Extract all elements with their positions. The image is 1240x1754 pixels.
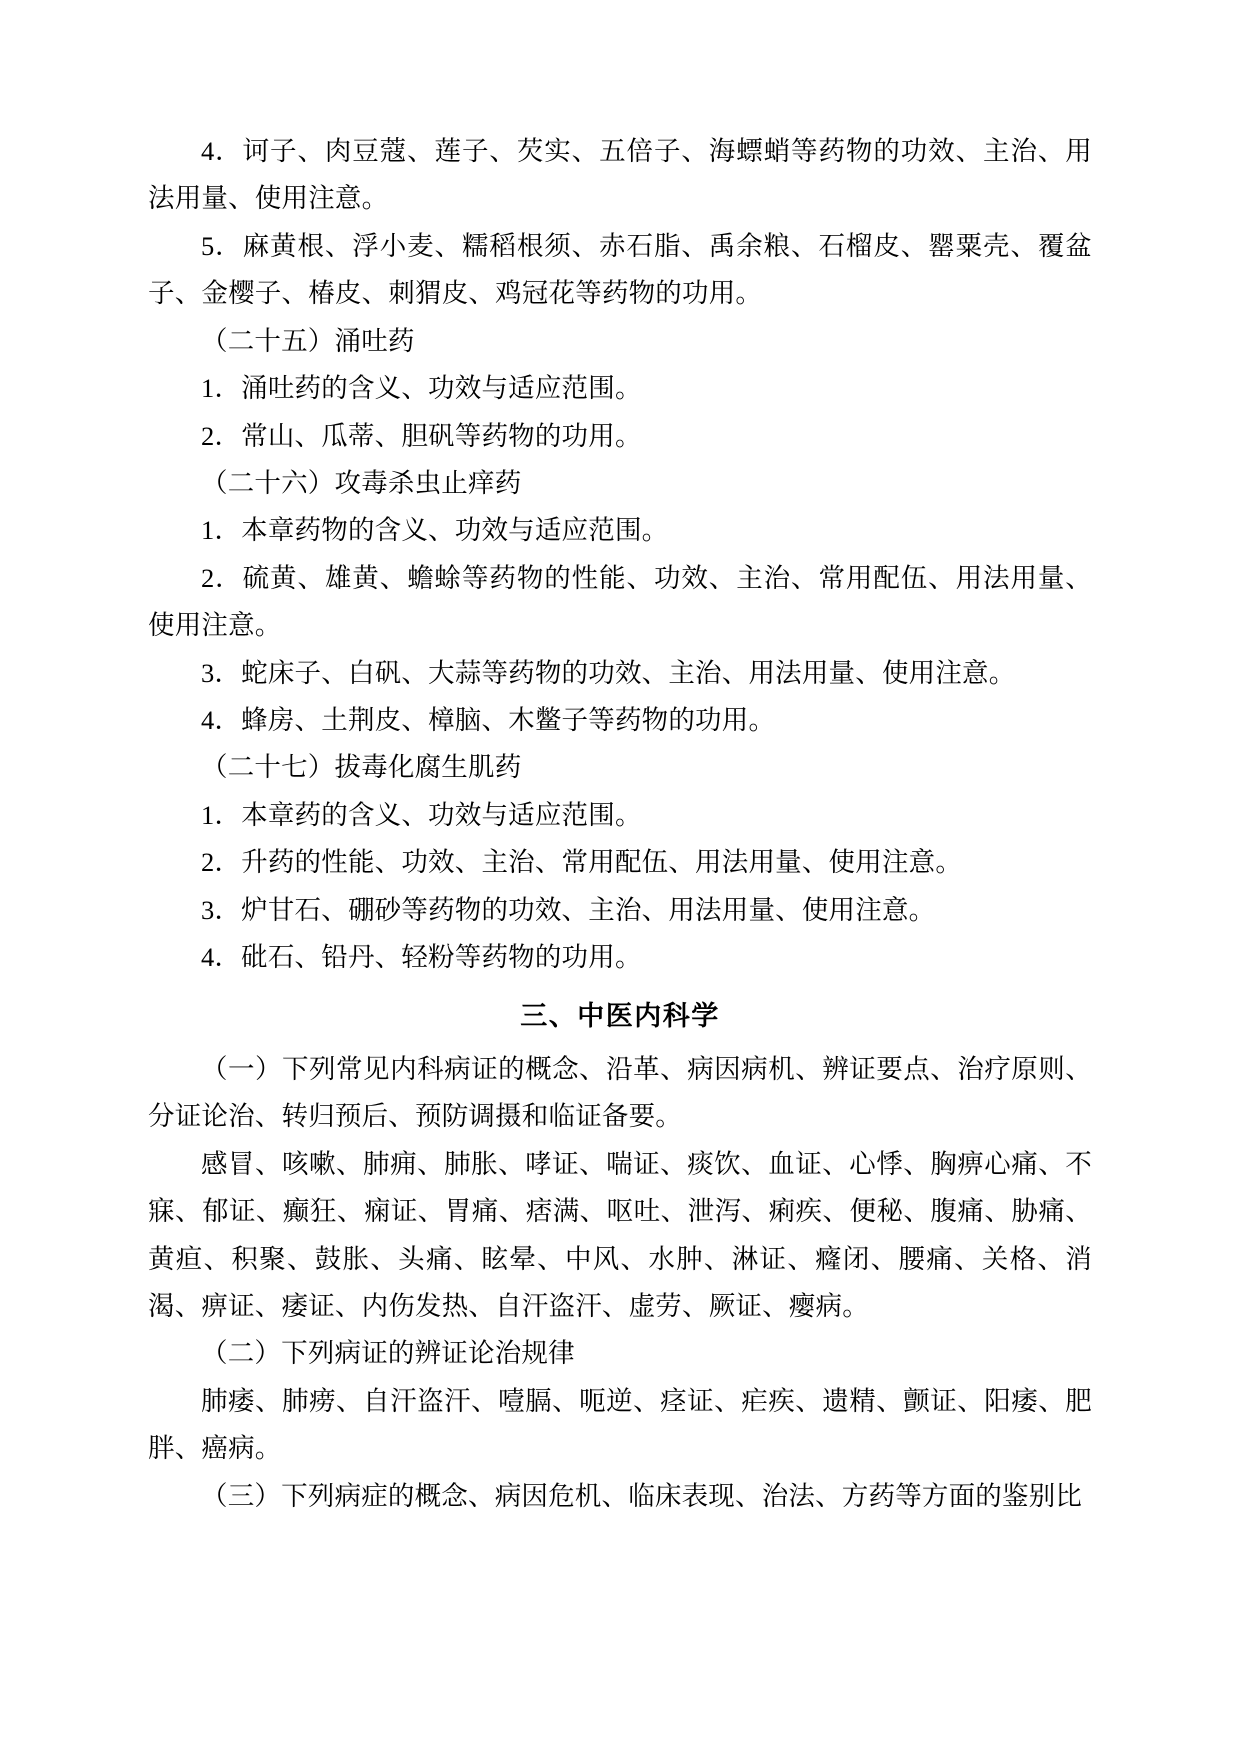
- list-item: 3．炉甘石、硼砂等药物的功效、主治、用法用量、使用注意。: [201, 894, 936, 925]
- paragraph: （三）下列病症的概念、病因危机、临床表现、治法、方药等方面的鉴别比: [201, 1480, 1083, 1511]
- subsection-heading: （二十七）拔毒化腐生肌药: [201, 752, 522, 783]
- paragraph: 肺痿、肺痨、自汗盗汗、噎膈、呃逆、痉证、疟疾、遗精、颤证、阳痿、肥胖、癌病。: [148, 1385, 1092, 1464]
- paragraph: 感冒、咳嗽、肺痈、肺胀、哮证、喘证、痰饮、血证、心悸、胸痹心痛、不寐、郁证、癫狂、痫证、胃痛、痞满、呕吐、泄泻、痢疾、便秘、腹痛、胁痛、黄疸、积聚、鼓胀、头痛、眩晕、中风、水肿、淋证、癃闭、腰痛、关格、消渴、痹证、痿证、内伤发热、自汗盗汗、虚劳、厥证、瘿病。: [148, 1148, 1092, 1322]
- list-item: 1．涌吐药的含义、功效与适应范围。: [201, 373, 642, 404]
- list-item: 1．本章药物的含义、功效与适应范围。: [201, 515, 669, 546]
- subsection-heading: （二）下列病证的辨证论治规律: [201, 1338, 575, 1369]
- list-item: 2．硫黄、雄黄、蟾蜍等药物的性能、功效、主治、常用配伍、用法用量、使用注意。: [148, 562, 1092, 641]
- list-item: 2．升药的性能、功效、主治、常用配伍、用法用量、使用注意。: [201, 847, 963, 878]
- subsection-heading: （二十六）攻毒杀虫止痒药: [201, 467, 522, 498]
- list-item: 3．蛇床子、白矾、大蒜等药物的功效、主治、用法用量、使用注意。: [201, 657, 1016, 688]
- subsection-heading: （二十五）涌吐药: [201, 325, 415, 356]
- list-item: 4．诃子、肉豆蔻、莲子、芡实、五倍子、海螵蛸等药物的功效、主治、用法用量、使用注意。: [148, 136, 1092, 214]
- list-item: 4．砒石、铅丹、轻粉等药物的功用。: [201, 942, 642, 973]
- paragraph: （一）下列常见内科病证的概念、沿革、病因病机、辨证要点、治疗原则、分证论治、转归预后、预防调摄和临证备要。: [148, 1053, 1092, 1132]
- section-heading: 三、中医内科学: [520, 1000, 720, 1031]
- list-item: 1．本章药的含义、功效与适应范围。: [201, 799, 642, 830]
- document-body: [148, 128, 1092, 1520]
- list-item: 5．麻黄根、浮小麦、糯稻根须、赤石脂、禹余粮、石榴皮、罂粟壳、覆盆子、金樱子、椿皮、刺猬皮、鸡冠花等药物的功用。: [148, 230, 1092, 309]
- list-item: 4．蜂房、土荆皮、樟脑、木鳖子等药物的功用。: [201, 705, 776, 736]
- list-item: 2．常山、瓜蒂、胆矾等药物的功用。: [201, 420, 642, 451]
